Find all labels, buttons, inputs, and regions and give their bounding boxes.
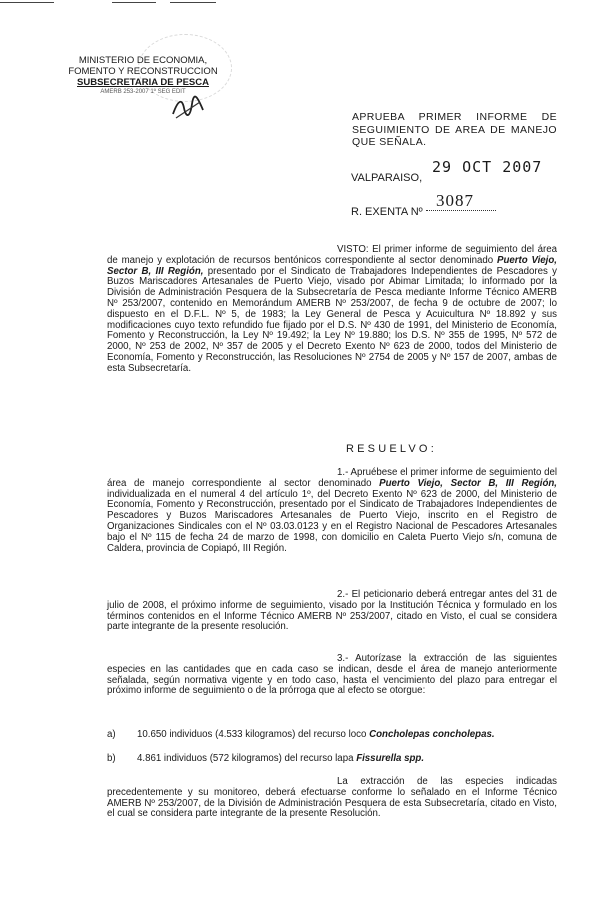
resolution-1-sector: Puerto Viejo, Sector B, III Región, — [379, 477, 557, 489]
resolution-3 — [107, 654, 557, 697]
signature-icon — [170, 94, 206, 122]
item-marker: b) — [107, 753, 116, 764]
resolution-1 — [107, 468, 557, 554]
visto-sector: Puerto Viejo, Sector B, III Región, — [107, 254, 557, 277]
scan-line — [112, 2, 156, 3]
item-species: Fissurella spp. — [356, 753, 425, 764]
item-amount: 10.650 individuos (4.533 kilogramos) del recurso loco — [137, 729, 367, 740]
header-line: SUBSECRETARIA DE PESCA — [77, 77, 209, 88]
species-item-b — [107, 754, 557, 766]
item-marker: a) — [107, 729, 116, 740]
document-title: APRUEBA PRIMER INFORME DE SEGUIMIENTO DE AREA DE MANEJO QUE SEÑALA. — [352, 111, 557, 148]
closing-text: La extracción de las especies indicadas precedentemente y su monitoreo, deberá efectuarse conforme lo señalado en el Informe Técnico AMERB Nº 253/2007, de la División de Administración Pesquera de esta Subsecretaría, citado en Visto, el cual se considera parte integrante de la presente Resolución. — [107, 776, 557, 820]
exenta-number: 3087 — [436, 191, 474, 210]
exenta-underline — [426, 210, 496, 211]
header-reference: AMERB 253-2007 1º SEG EDIT — [100, 89, 186, 95]
place-label: VALPARAISO, — [351, 172, 423, 184]
header-line: MINISTERIO DE ECONOMIA, — [78, 55, 208, 66]
resolution-1-text: 1.- Apruébese el primer informe de seguimiento del área de manejo correspondiente al sector denominado — [107, 467, 557, 489]
species-item-a — [107, 730, 557, 742]
date-stamp: 29 OCT 2007 — [432, 158, 543, 176]
resolution-3-text: 3.- Autorízase la extracción de las siguientes especies en las cantidades que en cada caso se indican, desde el área de manejo anteriormente señalada, según normativa vigente y en todo caso, hasta el vencimiento del plazo para entregar el próximo informe de seguimiento o de la prórroga que al efecto se otorgue: — [107, 653, 557, 697]
item-amount: 4.861 individuos (572 kilogramos) del recurso lapa — [137, 753, 354, 764]
header-line: FOMENTO Y RECONSTRUCCION — [68, 66, 218, 77]
ministry-header — [58, 55, 228, 96]
item-text — [137, 754, 424, 765]
visto-text: VISTO: El primer informe de seguimiento del área de manejo y explotación de recursos bentónicos correspondiente al sector denominado — [107, 244, 557, 266]
visto-paragraph — [107, 245, 557, 375]
exenta-label: R. EXENTA Nº — [351, 206, 423, 218]
scan-line — [0, 2, 54, 3]
resolution-2 — [107, 590, 557, 633]
resolution-2-text: 2.- El peticionario deberá entregar antes del 31 de julio de 2008, el próximo informe de seguimiento, visado por la Institución Técnica y formulado en los términos contenidos en el Informe Técnico AMERB Nº 253/2007, citado en Visto, el cual se considera parte integrante de la presente resolución. — [107, 589, 557, 633]
resolution-1-text-cont: individualizada en el numeral 4 del artículo 1º, del Decreto Exento Nº 623 de 2000, del Ministerio de Economía, Fomento y Reconstrucción, presentado por el Sindicato de Trabajadores Independientes de Pescadores y Buzos Mariscadores Artesanales de Puerto Viejo, inscrito en el Registro de Organizaciones Sindicales con el Nº 03.03.0123 y en el Registro Nacional de Pescadores Artesanales bajo el Nº 115 de fecha 24 de marzo de 1998, con domicilio en Caleta Puerto Viejo s/n, comuna de Caldera, provincia de Copiapó, III Región. — [107, 488, 557, 554]
visto-text-cont: presentado por el Sindicato de Trabajadores Independientes de Pescadores y Buzos Mariscadores Artesanales de Puerto Viejo, visado por Abimar Limitada; lo informado por la División de Administración Pesquera de la Subsecretaría de Pesca mediante Informe Técnico AMERB Nº 253/2007, contenido en Memorándum AMERB Nº 253/2007, de fecha 9 de octubre de 2007; lo dispuesto en el D.F.L. Nº 5, de 1983; la Ley General de Pesca y Acuicultura Nº 18.892 y sus modificaciones cuyo texto refundido fue fijado por el D.S. Nº 430 de 1991, del Ministerio de Economía, Fomento y Reconstrucción, la Ley Nº 19.492; la Ley Nº 19.880; los D.S. Nº 355 de 1995, Nº 572 de 2000, Nº 253 de 2002, Nº 357 de 2005 y el Decreto Exento Nº 623 de 2000, todos del Ministerio de Economía, Fomento y Reconstrucción, las Resoluciones Nº 2754 de 2005 y Nº 157 de 2007, ambas de esta Subsecretaría. — [107, 265, 557, 374]
closing-paragraph — [107, 777, 557, 820]
resuelvo-heading: RESUELVO: — [346, 443, 437, 455]
item-species: Concholepas concholepas. — [369, 729, 495, 740]
scan-line — [170, 2, 216, 3]
item-text — [137, 730, 495, 741]
